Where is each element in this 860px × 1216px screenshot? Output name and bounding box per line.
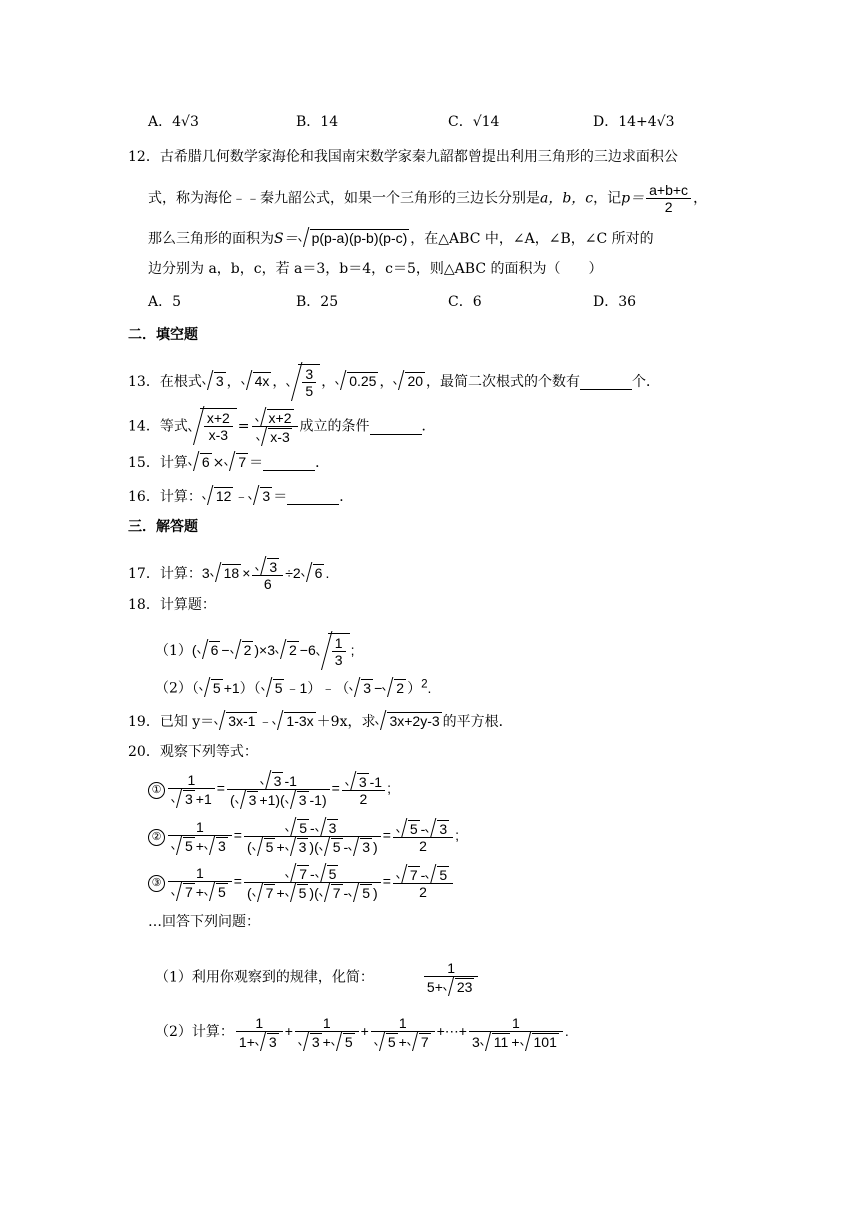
answer-blank[interactable]	[580, 375, 632, 390]
q20-equation-1: ① $\frac{1}{3 +1}$ = $\frac{3 -1}{( 3 +1)( 3 -1)}$ = $\frac{3 -1}{2}$ ;	[148, 771, 391, 808]
q20-part-1-expression: $\frac{1}{5+ 23}$	[424, 960, 479, 995]
q12-sqrt	[299, 229, 410, 245]
q13-tail: 个．	[632, 374, 661, 391]
q11-option-a: A．4√3	[148, 114, 199, 130]
q20-part-2	[155, 1015, 569, 1050]
q12-line1	[128, 150, 678, 164]
q14-tail: ．	[421, 418, 436, 435]
q13-pre: 在根式	[159, 374, 202, 391]
q18-part-1-expression: ( 6 − 2 )×3 2 −6 $\frac{1}{3}$ ;	[191, 635, 355, 668]
q19-mid: ＋9x，求	[316, 714, 376, 730]
q11-option-d: D．14+4√3	[593, 114, 675, 130]
q12-vars: a，b，c	[540, 190, 594, 207]
q20-part-2-label: （2）计算：	[155, 1024, 234, 1041]
q19-expression-y: 3x-1 ﹣ 1-3x	[214, 713, 316, 729]
q14-post: 成立的条件	[299, 418, 370, 435]
circle-2: ②	[148, 829, 165, 846]
q16-tail: ．	[339, 489, 354, 505]
q18-title-text: 计算题：	[159, 597, 216, 613]
q12-text-1: 古希腊几何数学家海伦和我国南宋数学家秦九韶都曾提出利用三角形的三边求面积公	[159, 149, 678, 165]
q11-option-b: B．14	[296, 114, 339, 130]
q16: 16．计算： 12 ﹣ 3 ＝ ．	[128, 488, 354, 505]
answer-blank[interactable]	[370, 420, 422, 435]
q12-option-c: C．6	[448, 294, 482, 310]
q20-title	[128, 745, 258, 759]
q16-eq: ＝	[273, 489, 288, 505]
q20-equation-3: ③ $\frac{1}{7 + 5}$ = $\frac{7 - 5}{( 7 + 5 )( 7 - 5 )}$ = $\frac{7 - 5}{2}$	[148, 864, 455, 901]
q18-number: 18．	[128, 597, 160, 613]
q15-eq: ＝	[249, 455, 264, 471]
q17-expression: 3 18 × $\frac{3}{6}$ ÷2 6 .	[201, 559, 330, 592]
q13-number: 13．	[128, 374, 160, 391]
q20-equation-2: ② $\frac{1}{5 + 3}$ = $\frac{5 - 3}{( 5 + 3 )( 5 - 3 )}$ = $\frac{5 - 3}{2}$ ;	[148, 818, 459, 855]
q18-part-2-label: （2）	[155, 680, 192, 697]
q15-number: 15．	[128, 455, 160, 471]
q20-part-1-label: （1）利用你观察到的规律，化简：	[155, 969, 374, 986]
q19-number: 19．	[128, 714, 160, 730]
q12-s-lhs: S＝	[274, 231, 298, 247]
q12-number: 12．	[128, 149, 160, 165]
sqrt-3-5: $\frac{3}{5}$	[287, 364, 320, 399]
q12-text-3: 那么三角形的面积为	[148, 231, 274, 247]
sqrt-12: 12	[203, 487, 234, 503]
q12-s-radicand: p(p-a)(p-b)(p-c)	[311, 230, 408, 246]
section-answer: 三．解答题	[128, 519, 198, 535]
q13-post: ，最简二次根式的个数有	[426, 374, 581, 391]
sqrt-3x-2y-3: 3x+2y-3	[376, 712, 441, 728]
q18-part-1-label: （1）	[155, 643, 192, 660]
circle-3: ③	[148, 875, 165, 892]
q12-text-2b: ，记	[593, 190, 622, 207]
q14-number: 14．	[128, 418, 160, 435]
q19-post: 的平方根．	[442, 714, 513, 730]
q18-part-2-expression: （ 5 +1）（ 5 ﹣1）﹣（ 3 − 2 ）$^2$.	[191, 677, 432, 696]
sqrt-3: 3	[203, 372, 226, 388]
answer-blank[interactable]	[263, 456, 315, 471]
sqrt-fraction: $\frac{x+2}{x-3}$	[189, 408, 237, 443]
sqrt-20: 20	[394, 372, 425, 388]
q13: 13．在根式 3 ， 4x ， $\frac{3}{5}$ ， 0.25 ， 20 ，最简二次根式的个数有 个．	[128, 366, 661, 399]
q18-part-1	[155, 633, 354, 668]
q12-line4: 边分别为 a，b，c，若 a＝3，b＝4，c＝5，则△ABC 的面积为（ ）	[148, 261, 603, 277]
q12-option-d: D．36	[593, 294, 637, 310]
answer-blank[interactable]	[287, 490, 339, 505]
q17-pre: 计算：	[159, 566, 202, 583]
q12-p-numerator: a+b+c	[646, 182, 691, 199]
sqrt-4x: 4x	[242, 372, 272, 388]
sqrt-6: 6	[189, 453, 212, 469]
q12-option-a: A．5	[148, 294, 182, 310]
q15-pre: 计算	[159, 455, 188, 471]
section-fill-in: 二．填空题	[128, 327, 198, 343]
circle-1: ①	[148, 782, 165, 799]
q12-option-b: B．25	[296, 294, 339, 310]
q11-option-c: C．√14	[448, 114, 500, 130]
q18-title	[128, 598, 216, 612]
q14-pre: 等式	[159, 418, 188, 435]
q20-title-text: 观察下列等式：	[159, 744, 258, 760]
fraction-of-roots: $\frac{x+2}{x-3}$	[252, 408, 298, 445]
q19	[128, 712, 513, 729]
q15-tail: ．	[315, 455, 330, 471]
q12-line3	[148, 229, 654, 246]
q20-number: 20．	[128, 744, 160, 760]
q12-p-lhs: p＝	[621, 190, 645, 207]
q12-text-2: 式，称为海伦﹣﹣秦九韶公式，如果一个三角形的三边长分别是	[148, 190, 540, 207]
q20-part-2-expression: $\frac{1}{1+ 3}$ + $\frac{1}{3 + 5}$ + $\frac{1}{5 + 7}$ +⋯+ $\frac{1}{3 11 + 101}$ .	[234, 1023, 569, 1039]
q15: 15．计算 6 × 7 ＝ ．	[128, 454, 330, 471]
q12-line2: 式，称为海伦﹣﹣秦九韶公式，如果一个三角形的三边长分别是a，b，c，记p＝ $\frac{a+b+c}{2}$ ，	[148, 182, 708, 215]
sqrt-7: 7	[225, 453, 248, 469]
q17	[128, 557, 329, 592]
q20-part-1	[155, 960, 480, 995]
q12-p-denominator: 2	[664, 199, 673, 215]
q17-number: 17．	[128, 566, 160, 583]
q16-number: 16．	[128, 489, 160, 505]
q16-pre: 计算：	[159, 489, 202, 505]
q20-continue: …回答下列问题：	[148, 914, 260, 930]
q14: 14．等式 $\frac{x+2}{x-3}$ = $\frac{x+2}{x-3}$ 成立的条件 ．	[128, 410, 436, 445]
sqrt-3: 3	[249, 487, 272, 503]
q18-part-2	[155, 678, 431, 696]
sqrt-0.25: 0.25	[336, 372, 378, 388]
q12-text-3b: ，在△ABC 中，∠A，∠B，∠C 所对的	[410, 231, 654, 247]
q12-p-fraction	[646, 182, 691, 215]
q19-pre: 已知 y＝	[159, 714, 215, 730]
